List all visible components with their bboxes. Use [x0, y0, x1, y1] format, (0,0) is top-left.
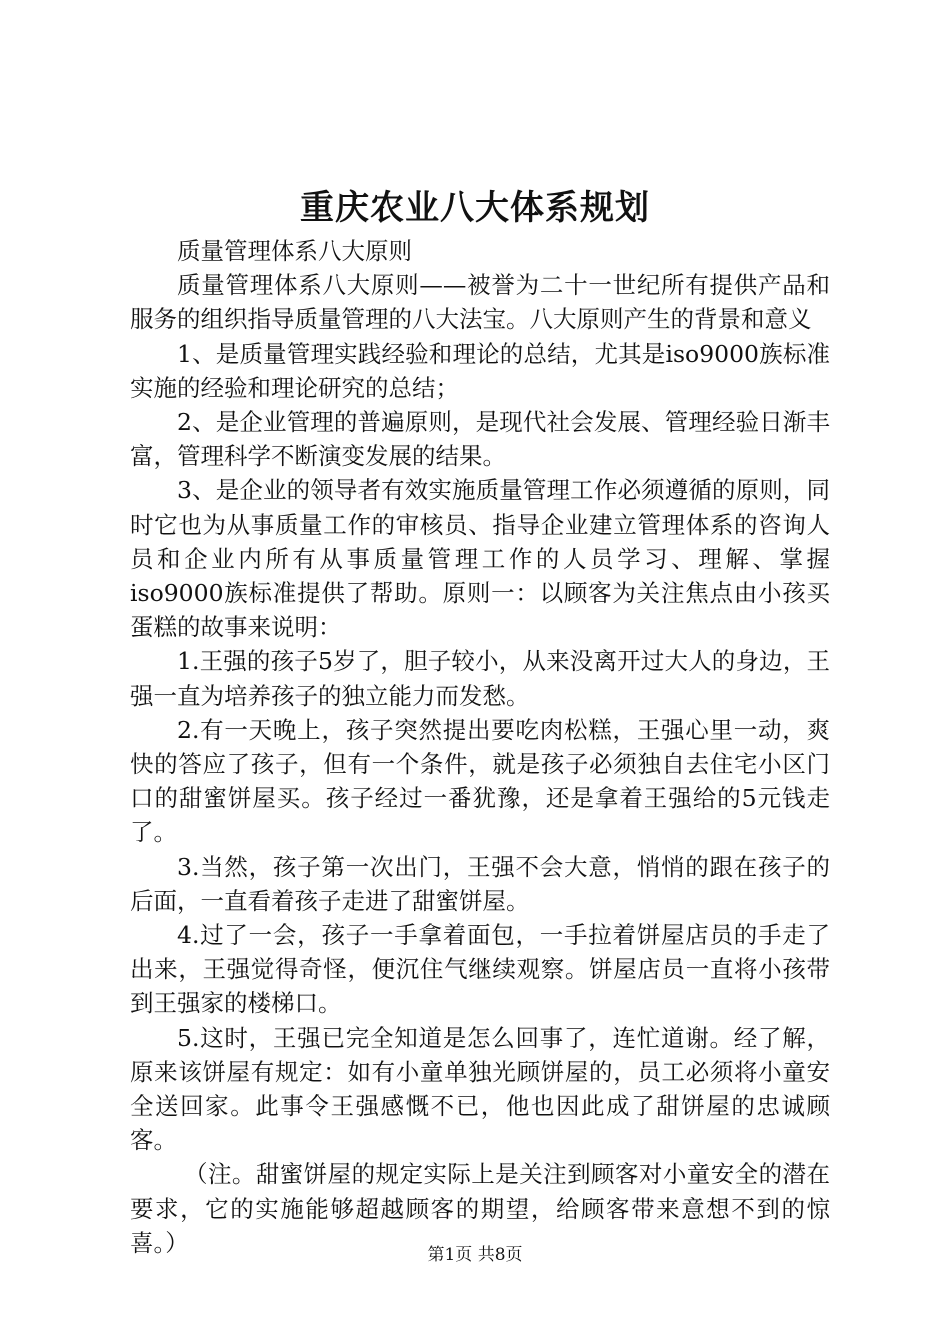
paragraph-intro: 质量管理体系八大原则——被誉为二十一世纪所有提供产品和服务的组织指导质量管理的八大法宝。八大原则产生的背景和意义: [130, 271, 830, 334]
paragraph-story-2: 2.有一天晚上，孩子突然提出要吃肉松糕，王强心里一动，爽快的答应了孩子，但有一个条件，就是孩子必须独自去住宅小区门口的甜蜜饼屋买。孩子经过一番犹豫，还是拿着王强给的5元钱走了。: [130, 715, 830, 847]
paragraph-point-2: 2、是企业管理的普遍原则，是现代社会发展、管理经验日渐丰富，管理科学不断演变发展的结果。: [130, 408, 830, 471]
page-footer: 第1页 共8页: [427, 1245, 523, 1265]
paragraph-point-3: 3、是企业的领导者有效实施质量管理工作必须遵循的原则，同时它也为从事质量工作的审核员、指导企业建立管理体系的咨询人员和企业内所有从事质量管理工作的人员学习、理解、掌握iso9000族标准提供了帮助。原则一：以顾客为关注焦点由小孩买蛋糕的故事来说明：: [130, 476, 830, 642]
paragraph-point-1: 1、是质量管理实践经验和理论的总结，尤其是iso9000族标准实施的经验和理论研究的总结；: [130, 339, 830, 402]
paragraph-story-1: 1.王强的孩子5岁了，胆子较小，从来没离开过大人的身边，王强一直为培养孩子的独立能力而发愁。: [130, 647, 830, 710]
document-body: [130, 234, 830, 1260]
paragraph-story-4: 4.过了一会，孩子一手拿着面包，一手拉着饼屋店员的手走了出来，王强觉得奇怪，便沉住气继续观察。饼屋店员一直将小孩带到王强家的楼梯口。: [130, 921, 830, 1018]
document-title: 重庆农业八大体系规划: [300, 188, 650, 228]
paragraph-note: （注。甜蜜饼屋的规定实际上是关注到顾客对小童安全的潜在要求，它的实施能够超越顾客的期望，给顾客带来意想不到的惊喜。）: [130, 1160, 830, 1257]
paragraph-story-3: 3.当然，孩子第一次出门，王强不会大意，悄悄的跟在孩子的后面，一直看着孩子走进了甜蜜饼屋。: [130, 852, 830, 915]
paragraph-heading: 质量管理体系八大原则: [177, 237, 412, 265]
paragraph-story-5: 5.这时，王强已完全知道是怎么回事了，连忙道谢。经了解，原来该饼屋有规定：如有小童单独光顾饼屋的，员工必须将小童安全送回家。此事令王强感慨不已，他也因此成了甜饼屋的忠诚顾客。: [130, 1023, 830, 1155]
